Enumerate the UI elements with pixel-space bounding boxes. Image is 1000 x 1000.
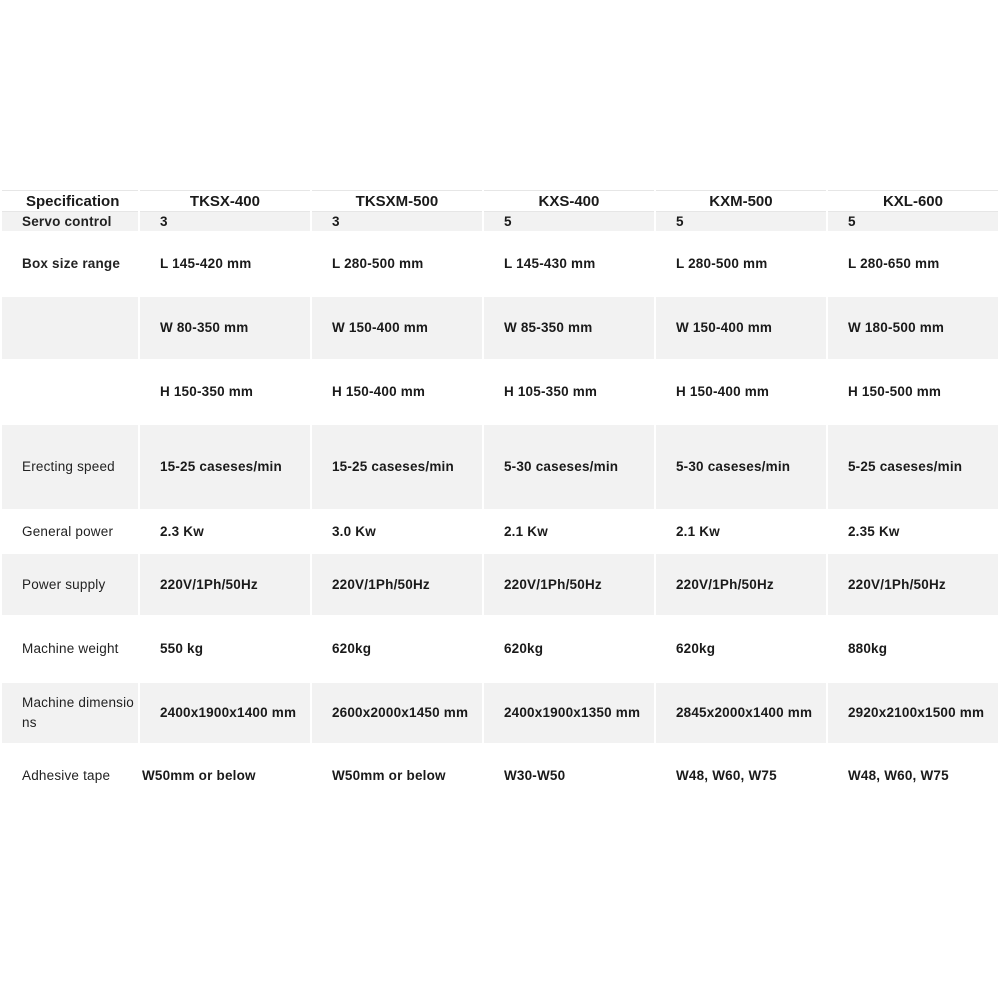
cell-value: W30-W50 — [483, 743, 655, 809]
cell-value: 220V/1Ph/50Hz — [483, 554, 655, 615]
row-machine-weight — [1, 615, 999, 683]
row-label: Erecting speed — [1, 425, 139, 509]
row-label: Box size range — [1, 231, 139, 297]
cell-value: 620kg — [655, 615, 827, 683]
row-label — [1, 359, 139, 425]
cell-value: 3.0 Kw — [311, 509, 483, 554]
cell-value: 15-25 caseses/min — [311, 425, 483, 509]
header-specification: Specification — [1, 191, 139, 212]
row-label: Power supply — [1, 554, 139, 615]
cell-value: L 280-650 mm — [827, 231, 999, 297]
cell-value: W 150-400 mm — [311, 297, 483, 359]
cell-value: 2845x2000x1400 mm — [655, 683, 827, 743]
row-label: Machine dimensions — [1, 683, 139, 743]
cell-value: W50mm or below — [311, 743, 483, 809]
row-label: Servo control — [1, 212, 139, 231]
cell-value: 550 kg — [139, 615, 311, 683]
cell-value: W 85-350 mm — [483, 297, 655, 359]
cell-value: W48, W60, W75 — [827, 743, 999, 809]
cell-value: H 150-500 mm — [827, 359, 999, 425]
cell-value: H 150-350 mm — [139, 359, 311, 425]
cell-value: W48, W60, W75 — [655, 743, 827, 809]
cell-value: 220V/1Ph/50Hz — [139, 554, 311, 615]
cell-value: H 150-400 mm — [655, 359, 827, 425]
row-box-size-w — [1, 297, 999, 359]
row-erecting-speed — [1, 425, 999, 509]
row-power-supply — [1, 554, 999, 615]
cell-value: L 280-500 mm — [311, 231, 483, 297]
header-model: KXL-600 — [827, 191, 999, 212]
row-servo-control — [1, 212, 999, 231]
cell-value: 620kg — [483, 615, 655, 683]
cell-value: W 150-400 mm — [655, 297, 827, 359]
cell-value: 620kg — [311, 615, 483, 683]
cell-value: 220V/1Ph/50Hz — [655, 554, 827, 615]
cell-value: 2.1 Kw — [655, 509, 827, 554]
cell-value: W50mm or below — [139, 743, 311, 809]
cell-value: 5-30 caseses/min — [655, 425, 827, 509]
cell-value: 3 — [139, 212, 311, 231]
header-model: KXM-500 — [655, 191, 827, 212]
cell-value: 2600x2000x1450 mm — [311, 683, 483, 743]
header-model: KXS-400 — [483, 191, 655, 212]
row-label: Machine weight — [1, 615, 139, 683]
cell-value: 2.3 Kw — [139, 509, 311, 554]
cell-value: 3 — [311, 212, 483, 231]
cell-value: 2400x1900x1350 mm — [483, 683, 655, 743]
cell-value: 5 — [483, 212, 655, 231]
cell-value: 2.1 Kw — [483, 509, 655, 554]
cell-value: 5 — [827, 212, 999, 231]
cell-value: L 280-500 mm — [655, 231, 827, 297]
row-adhesive-tape — [1, 743, 999, 809]
cell-value: W 80-350 mm — [139, 297, 311, 359]
row-box-size-h — [1, 359, 999, 425]
cell-value: 5 — [655, 212, 827, 231]
cell-value: 220V/1Ph/50Hz — [311, 554, 483, 615]
cell-value: 5-25 caseses/min — [827, 425, 999, 509]
cell-value: 880kg — [827, 615, 999, 683]
cell-value: H 150-400 mm — [311, 359, 483, 425]
cell-value: H 105-350 mm — [483, 359, 655, 425]
cell-value: 2920x2100x1500 mm — [827, 683, 999, 743]
header-model: TKSX-400 — [139, 191, 311, 212]
row-general-power — [1, 509, 999, 554]
cell-value: 2.35 Kw — [827, 509, 999, 554]
cell-value: L 145-420 mm — [139, 231, 311, 297]
cell-value: 220V/1Ph/50Hz — [827, 554, 999, 615]
row-label — [1, 297, 139, 359]
row-label: General power — [1, 509, 139, 554]
row-machine-dimensions — [1, 683, 999, 743]
header-model: TKSXM-500 — [311, 191, 483, 212]
cell-value: 5-30 caseses/min — [483, 425, 655, 509]
row-box-size-l — [1, 231, 999, 297]
cell-value: L 145-430 mm — [483, 231, 655, 297]
cell-value: 15-25 caseses/min — [139, 425, 311, 509]
specification-table — [0, 190, 1000, 809]
header-row — [1, 191, 999, 212]
cell-value: 2400x1900x1400 mm — [139, 683, 311, 743]
row-label: Adhesive tape — [1, 743, 139, 809]
cell-value: W 180-500 mm — [827, 297, 999, 359]
